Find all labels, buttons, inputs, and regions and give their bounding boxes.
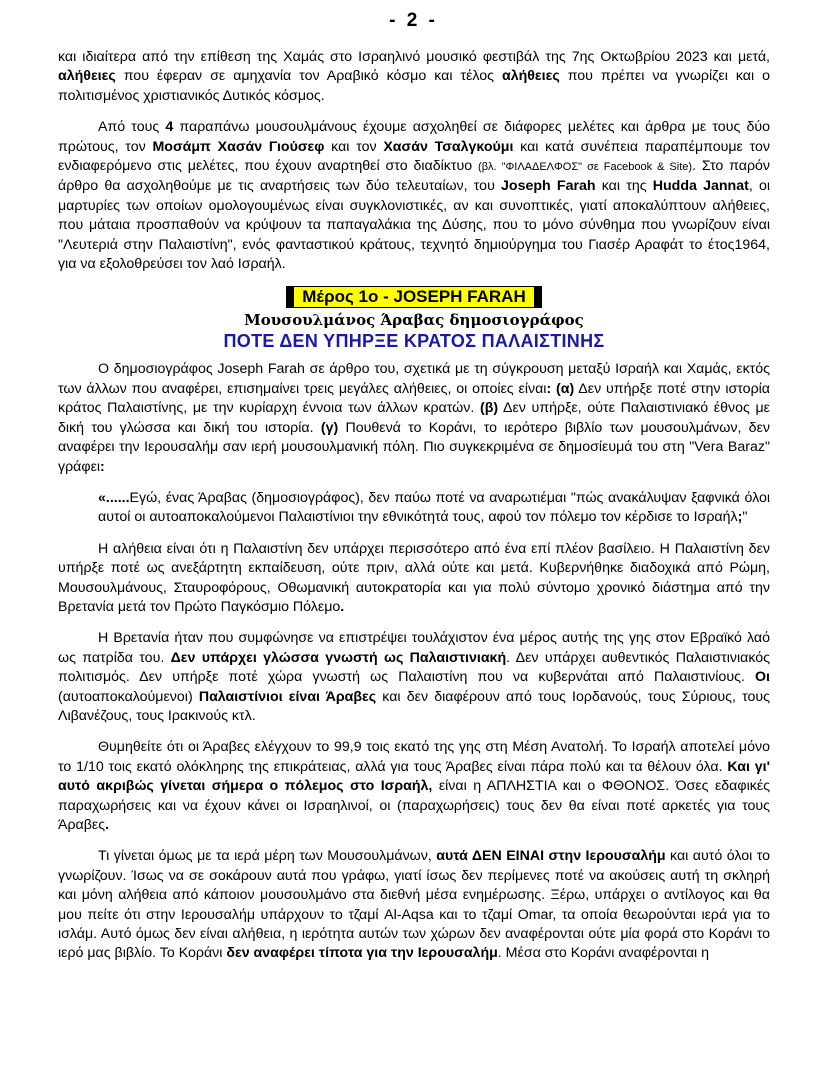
section-header <box>58 286 770 352</box>
intro-paragraph: και ιδιαίτερα από την επίθεση της Χαμάς στο Ισραηλινό μουσικό φεστιβάλ της 7ης Οκτωβρίου 2023 και μετά, αλήθειες που έφεραν σε αμηχανία τον Αραβικό κόσμο και τέλος αλήθειες που πρέπει να γνωρίζει και ο πολιτισμένος χριστιανικός Δυτικός κόσμος. <box>58 49 770 104</box>
land-paragraph: Θυμηθείτε ότι οι Άραβες ελέγχουν το 99,9 τοις εκατό της γης στη Μέση Ανατολή. Το Ισραήλ αποτελεί μόνο το 1/10 τοις εκατό ολόκληρης της επικράτειας, αλλά για τους Άραβες είναι πάρα πολύ και τα θέλουν όλα. Και γι' αυτό ακριβώς γίνεται σήμερα ο πόλεμος στο Ισραήλ, είναι η ΑΠΛΗΣΤΙΑ και ο ΦΘΟΝΟΣ. Όσες εδαφικές παραχωρήσεις και να έχουν κάνει οι Ισραηλινοί, οι (παραχωρήσεις) τους δεν θα είναι ποτέ αρκετές για τους Άραβες. <box>58 739 770 833</box>
quote-paragraph: «......Εγώ, ένας Άραβας (δημοσιογράφος), δεν παύω ποτέ να αναρωτιέμαι "πώς ανακάλυψαν ξαφνικά όλοι αυτοί οι αυτοαποκαλούμενοι Παλαιστίνιοι την εθνικότητά τους, αφού τον πόλεμο τον κέρδισε το Ισραήλ;" <box>98 489 770 526</box>
sources-paragraph: Από τους 4 παραπάνω μουσουλμάνους έχουμε ασχοληθεί σε διάφορες μελέτες και άρθρα με τους δύο πρώτους, τον Μοσάμπ Χασάν Γιούσεφ και τον Χασάν Τσαλγκούμι και κατά συνέπεια παραπέμπουμε τον ενδιαφερόμενο στις μελέτες, που έχουν αναρτηθεί στο διαδίκτυο (βλ. "ΦΙΛΑΔΕΛΦΟΣ" σε Facebook & Site). Στο παρόν άρθρο θα ασχοληθούμε με τις αναρτήσεις των δύο τελευταίων, του Joseph Farah και της Hudda Jannat, οι μαρτυρίες των οποίων ομολογουμένως είναι συγκλονιστικές, αν και συνοπτικές, γιατί αποκαλύπτουν αλήθειες, που μάταια προσπαθούν να κρύψουν τα παπαγαλάκια της Δύσης, που το μόνο σύνθημα που γνωρίζουν είναι "Λευτεριά στην Παλαιστίνη", ενός φανταστικού κράτους, τεχνητό δημιούργημα του Γιασέρ Αραφάτ το έτος1964, για να εξολοθρεύσει τον λαό Ισραήλ. <box>58 119 771 273</box>
page-number: - 2 - <box>389 10 438 31</box>
holy-places-paragraph: Τι γίνεται όμως με τα ιερά μέρη των Μουσουλμάνων, αυτά ΔΕΝ ΕΙΝΑΙ στην Ιερουσαλήμ και αυτό όλοι το γνωρίζουν. Ίσως να σε σοκάρουν αυτά που γράφω, γιατί ίσως δεν περίμενες ποτέ να ακούσεις αυτή τη σκληρή και μόνη αλήθεια από κάποιον μουσουλμάνο στα διεθνή μέσα ενημέρωσης. Ξέρω, υπάρχει ο αντίλογος και θα μου πείτε ότι στην Ιερουσαλήμ υπάρχουν το τζαμί Al-Aqsa και το τζαμί Omar, τα οποία θεωρούνται ιερά για το ισλάμ. Αυτό όμως δεν είναι αλήθεια, η ιερότητα αυτών των χώρων δεν αναφέρονται ούτε μία φορά στο Κοράνι το ιερό μας βιβλίο. Το Κοράνι δεν αναφέρει τίποτα για την Ιερουσαλήμ. Μέσα στο Κοράνι αναφέρονται η <box>58 848 770 962</box>
document-body <box>58 48 770 976</box>
section-headline: ΠΟΤΕ ΔΕΝ ΥΠΗΡΞΕ ΚΡΑΤΟΣ ΠΑΛΑΙΣΤΙΝΗΣ <box>223 331 605 352</box>
part-title: Μέρος 1ο - JOSEPH FARAH <box>286 286 542 308</box>
kingdom-paragraph: Η αλήθεια είναι ότι η Παλαιστίνη δεν υπάρχει περισσότερο από ένα επί πλέον βασίλειο. Η Παλαιστίνη δεν υπήρξε ποτέ ως ανεξάρτητη εκπαίδευση, ούτε πριν, αλλά ούτε και μετά. Κυβερνήθηκε διαδοχικά από Ρώμη, Μουσουλμάνους, Σταυροφόρους, Οθωμανική αυτοκρατορία και για πολύ σύντομο χρονικό διάστημα από την Βρετανία μετά τον Πρώτο Παγκόσμιο Πόλεμο. <box>58 540 770 615</box>
section-subtitle: Μουσουλμάνος Άραβας δημοσιογράφος <box>244 311 584 330</box>
britain-paragraph: Η Βρετανία ήταν που συμφώνησε να επιστρέψει τουλάχιστον ένα μέρος αυτής της γης στον Εβραϊκό λαό ως πατρίδα του. Δεν υπάρχει γλώσσα γνωστή ως Παλαιστινιακή. Δεν υπάρχει αυθεντικός Παλαιστινιακός πολιτισμός. Δεν υπήρξε ποτέ χώρα γνωστή ως Παλαιστίνη που να κυβερνάται από Παλαιστινίους. Οι (αυτοαποκαλούμενοι) Παλαιστίνιοι είναι Άραβες και δεν διαφέρουν από τους Ιορδανούς, τους Σύριους, τους Λιβανέζους, τους Ιρακινούς κτλ. <box>58 630 770 724</box>
truths-paragraph: Ο δημοσιογράφος Joseph Farah σε άρθρο του, σχετικά με τη σύγκρουση μεταξύ Ισραήλ και Χαμάς, εκτός των άλλων που αναφέρει, επισημαίνει τρεις μεγάλες αλήθειες, οι οποίες είναι: (α) Δεν υπήρξε ποτέ στην ιστορία κράτος Παλαιστίνης, με την κυρίαρχη έννοια των άλλων κρατών. (β) Δεν υπήρξε, ούτε Παλαιστινιακό έθνος με δική του γλώσσα και δική του ιστορία. (γ) Πουθενά το Κοράνι, το ιερότερο βιβλίο των μουσουλμάνων, δεν αναφέρει την Ιερουσαλήμ σαν ιερή μουσουλμανική πόλη. Πιο συγκεκριμένα σε δημοσίευμά του στη "Vera Baraz" γράφει: <box>58 361 770 475</box>
